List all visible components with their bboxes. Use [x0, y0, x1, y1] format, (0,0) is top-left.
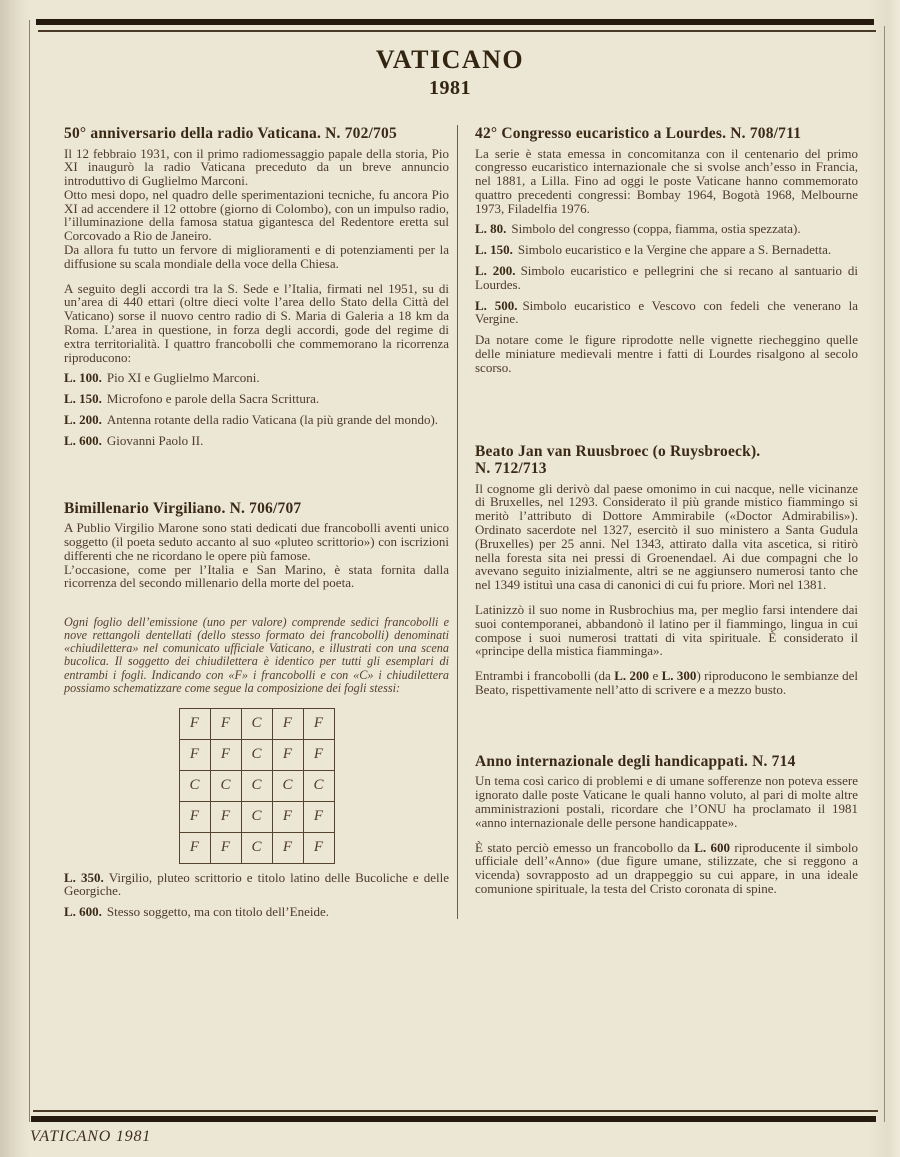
grid-cell: C	[241, 801, 272, 832]
page-footer: VATICANO 1981	[30, 1128, 152, 1145]
stamp-item	[64, 413, 449, 427]
section-heading: 42° Congresso eucaristico a Lourdes. N. 708/711	[475, 125, 802, 142]
stamp-value-inline: L. 200	[614, 668, 650, 684]
stamp-value: L. 200.	[64, 412, 102, 428]
page-content	[64, 125, 858, 919]
stamp-item	[64, 905, 449, 919]
paragraph: Otto mesi dopo, nel quadro delle sperimentazioni tecniche, fu ancora Pio XI ad accendere il 12 ottobre (giorno di Colombo), con un impulso radio, l’illuminazione della famosa statua gigantesca del Redentore eretta sul Corcovado a Rio de Janeiro.	[64, 186, 449, 244]
sheet-composition-grid	[179, 708, 335, 864]
paragraph	[475, 841, 858, 896]
stamp-value: L. 600.	[64, 432, 102, 448]
grid-cell: F	[210, 832, 241, 863]
grid-cell: C	[210, 770, 241, 801]
section-heading: Bimillenario Virgiliano. N. 706/707	[64, 499, 302, 517]
grid-cell: F	[179, 832, 210, 863]
grid-cell: F	[272, 708, 303, 739]
stamp-description: Simbolo eucaristico e pellegrini che si recano al santuario di Lourdes.	[475, 263, 859, 292]
text-run: Entrambi i francobolli (da	[475, 668, 615, 684]
paragraph: Da notare come le figure riprodotte nelle vignette riecheggino quelle delle miniature medievali mentre i fatti di Lourdes risalgono al secolo scorso.	[475, 332, 858, 375]
stamp-value: L. 500.	[475, 297, 518, 313]
stamp-item	[64, 871, 449, 899]
right-border-rule	[884, 26, 885, 1122]
left-border-rule	[29, 20, 30, 1122]
section-heading	[475, 443, 858, 478]
section-heading: Anno internazionale degli handicappati. N. 714	[475, 752, 796, 770]
heading-line-1: Beato Jan van Ruusbroec (o Ruysbroeck).	[475, 442, 761, 460]
top-rule-thick	[36, 19, 874, 25]
stamp-value: L. 100.	[64, 370, 102, 386]
stamp-item	[64, 371, 449, 385]
stamp-value: L. 600.	[64, 904, 102, 920]
grid-cell: C	[241, 708, 272, 739]
paragraph: A Publio Virgilio Marone sono stati dedicati due francobolli aventi unico soggetto (il poeta seduto accanto al suo «pluteo scrittorio») con iscrizioni differenti che ne ricordano le opere più famose.	[64, 520, 449, 563]
grid-cell: F	[303, 708, 334, 739]
paragraph: Un tema così carico di problemi e di umane sofferenze non poteva essere ignorato dalle poste Vaticane le quali hanno voluto, al pari di molte altre amministrazioni postali, ricordare che l’ONU ha proclamato il 1981 «anno internazionale delle persone handicappate».	[475, 773, 858, 830]
grid-cell: F	[272, 801, 303, 832]
paragraph: Il cognome gli derivò dal paese omonimo in cui nacque, nelle vicinanze di Bruxelles, nel 1293. Considerato il più grande mistico fiammingo si meritò l’attributo di Dottore Ammirabile («Doctor Admirabilis»). Ordinato sacerdote nel 1327, esercitò il suo ministero a Santa Gudula (Bruxelles) per 25 anni. Nel 1343, attirato dalla vita ascetica, si ritirò nella foresta sita nei pressi di Groenendael. Ai due compagni che lo avevano seguito inizialmente, altri se ne aggiunsero numerosi tanto che nel 1349 istituì una casa di canonici di cui fu priore. Morì nel 1381.	[475, 480, 858, 593]
stamp-item	[64, 434, 449, 448]
grid-row	[179, 708, 334, 739]
page-year: 1981	[429, 76, 471, 99]
paragraph: La serie è stata emessa in concomitanza con il centenario del primo congresso eucaristico internazionale che si svolse anch’esso in Francia, nel 1881, a Lilla. Fino ad oggi le poste Vaticane hanno commemorato quattro precedenti congressi: Bombay 1964, Bogotà 1968, Melbourne 1973, Filadelfia 1976.	[475, 145, 858, 216]
text-run: È stato perciò emesso un francobollo da	[475, 839, 695, 855]
grid-row	[179, 832, 334, 863]
stamp-item	[475, 243, 858, 257]
paragraph: Il 12 febbraio 1931, con il primo radiomessaggio papale della storia, Pio XI inaugurò la radio Vaticana preceduto da un breve annuncio introduttivo di Guglielmo Marconi.	[64, 145, 449, 189]
grid-cell: F	[303, 832, 334, 863]
stamp-description: Antenna rotante della radio Vaticana (la più grande del mondo).	[106, 412, 439, 428]
stamp-description: Virgilio, pluteo scrittorio e titolo latino delle Bucoliche e delle Georgiche.	[64, 869, 450, 899]
grid-row	[179, 801, 334, 832]
stamp-value: L. 350.	[64, 869, 104, 885]
text-run: riproducente il simbolo ufficiale dell’«Anno» (due figure umane, stilizzate, che si reggono a vicenda) sovrapposto ad un drappeggio su cui appare, in una ideale comunione spirituale, la testa del Cristo coronata di spine.	[475, 839, 859, 896]
grid-cell: F	[179, 739, 210, 770]
stamp-description: Pio XI e Guglielmo Marconi.	[106, 370, 260, 386]
stamp-value: L. 80.	[475, 221, 507, 237]
stamp-item	[64, 392, 449, 406]
section-ruusbroec	[475, 443, 858, 697]
paragraph: A seguito degli accordi tra la S. Sede e l’Italia, firmati nel 1951, su di un’area di 440 ettari (oltre dieci volte l’area dello Stato della Città del Vaticano) sorse il nuovo centro radio di S. Maria di Galeria a 18 km da Roma. L’area in questione, in forza degli accordi, gode del regime di extra territorialità. I quattro francobolli che commemorano la ricorrenza riproducono:	[64, 280, 449, 365]
grid-cell: F	[303, 801, 334, 832]
grid-cell: C	[241, 832, 272, 863]
grid-cell: C	[179, 770, 210, 801]
grid-cell: C	[303, 770, 334, 801]
stamp-value: L. 200.	[475, 263, 516, 279]
grid-cell: F	[272, 739, 303, 770]
stamp-item	[475, 299, 858, 327]
grid-cell: F	[210, 708, 241, 739]
right-column	[457, 125, 858, 919]
heading-line-2: N. 712/713	[475, 460, 547, 478]
section-radio-vaticana	[64, 125, 449, 448]
section-handicappati	[475, 753, 858, 896]
editorial-note: Ogni foglio dell’emissione (uno per valore) comprende sedici francobolli e nove rettangoli dentellati (dello stesso formato dei francobolli) denominati «chiudilettera» nel comunicato ufficiale Vaticano, e illustrati con una scena bucolica. Il soggetto dei chiudilettera è identico per tutti gli esemplari di entrambi i fogli. Indicando con «F» i francobolli e con «C» i chiudilettera possiamo schematizzare come segue la composizione dei fogli stessi:	[64, 615, 449, 695]
grid-cell: F	[179, 708, 210, 739]
grid-cell: F	[272, 832, 303, 863]
paragraph	[475, 669, 858, 697]
stamp-item	[475, 222, 858, 236]
paragraph: Da allora fu tutto un fervore di miglioramenti e di potenziamenti per la diffusione su scala mondiale della voce della Chiesa.	[64, 242, 449, 271]
grid-row	[179, 770, 334, 801]
bottom-rule-thick	[31, 1116, 876, 1122]
stamp-description: Stesso soggetto, ma con titolo dell’Eneide.	[106, 904, 329, 920]
grid-cell: F	[303, 739, 334, 770]
grid-cell: F	[210, 801, 241, 832]
grid-cell: C	[241, 739, 272, 770]
grid-cell: C	[241, 770, 272, 801]
text-run: ) riproducono le sembianze del Beato, rispettivamente nell’atto di scrivere e a mezzo busto.	[475, 668, 859, 698]
stamp-item	[475, 264, 858, 292]
stamp-description: Simbolo eucaristico e la Vergine che appare a S. Bernadetta.	[517, 242, 832, 258]
top-rule-thin	[38, 30, 876, 32]
grid-cell: F	[179, 801, 210, 832]
text-run: e	[649, 668, 662, 684]
stamp-value: L. 150.	[475, 242, 513, 258]
grid-cell: F	[210, 739, 241, 770]
stamp-description: Simbolo eucaristico e Vescovo con fedeli che venerano la Vergine.	[475, 297, 859, 327]
bottom-rule-thin	[33, 1110, 878, 1112]
grid-row	[179, 739, 334, 770]
paragraph: L’occasione, come per l’Italia e San Marino, è stata fornita dalla ricorrenza del secondo millenario della morte del poeta.	[64, 561, 449, 591]
stamp-description: Microfono e parole della Sacra Scrittura.	[106, 391, 320, 407]
page-header	[0, 46, 900, 100]
section-congresso-lourdes	[475, 125, 858, 375]
section-heading: 50° anniversario della radio Vaticana. N. 702/705	[64, 125, 397, 142]
paragraph: Latinizzò il suo nome in Rusbrochius ma, per meglio farsi intendere dai suoi contemporanei, abbandonò il latino per il fiammingo, lingua in cui compose i suoi numerosi trattati di vita spirituale. È considerato il «principe della mistica fiamminga».	[475, 602, 858, 659]
stamp-value-inline: L. 300	[661, 668, 697, 684]
stamp-value-inline: L. 600	[694, 839, 731, 855]
stamp-value: L. 150.	[64, 391, 102, 407]
stamp-description: Giovanni Paolo II.	[106, 432, 204, 448]
section-virgiliano	[64, 500, 449, 919]
stamp-description: Simbolo del congresso (coppa, fiamma, ostia spezzata).	[511, 221, 801, 237]
left-column	[64, 125, 449, 919]
grid-cell: C	[272, 770, 303, 801]
page-title: VATICANO	[375, 45, 525, 74]
